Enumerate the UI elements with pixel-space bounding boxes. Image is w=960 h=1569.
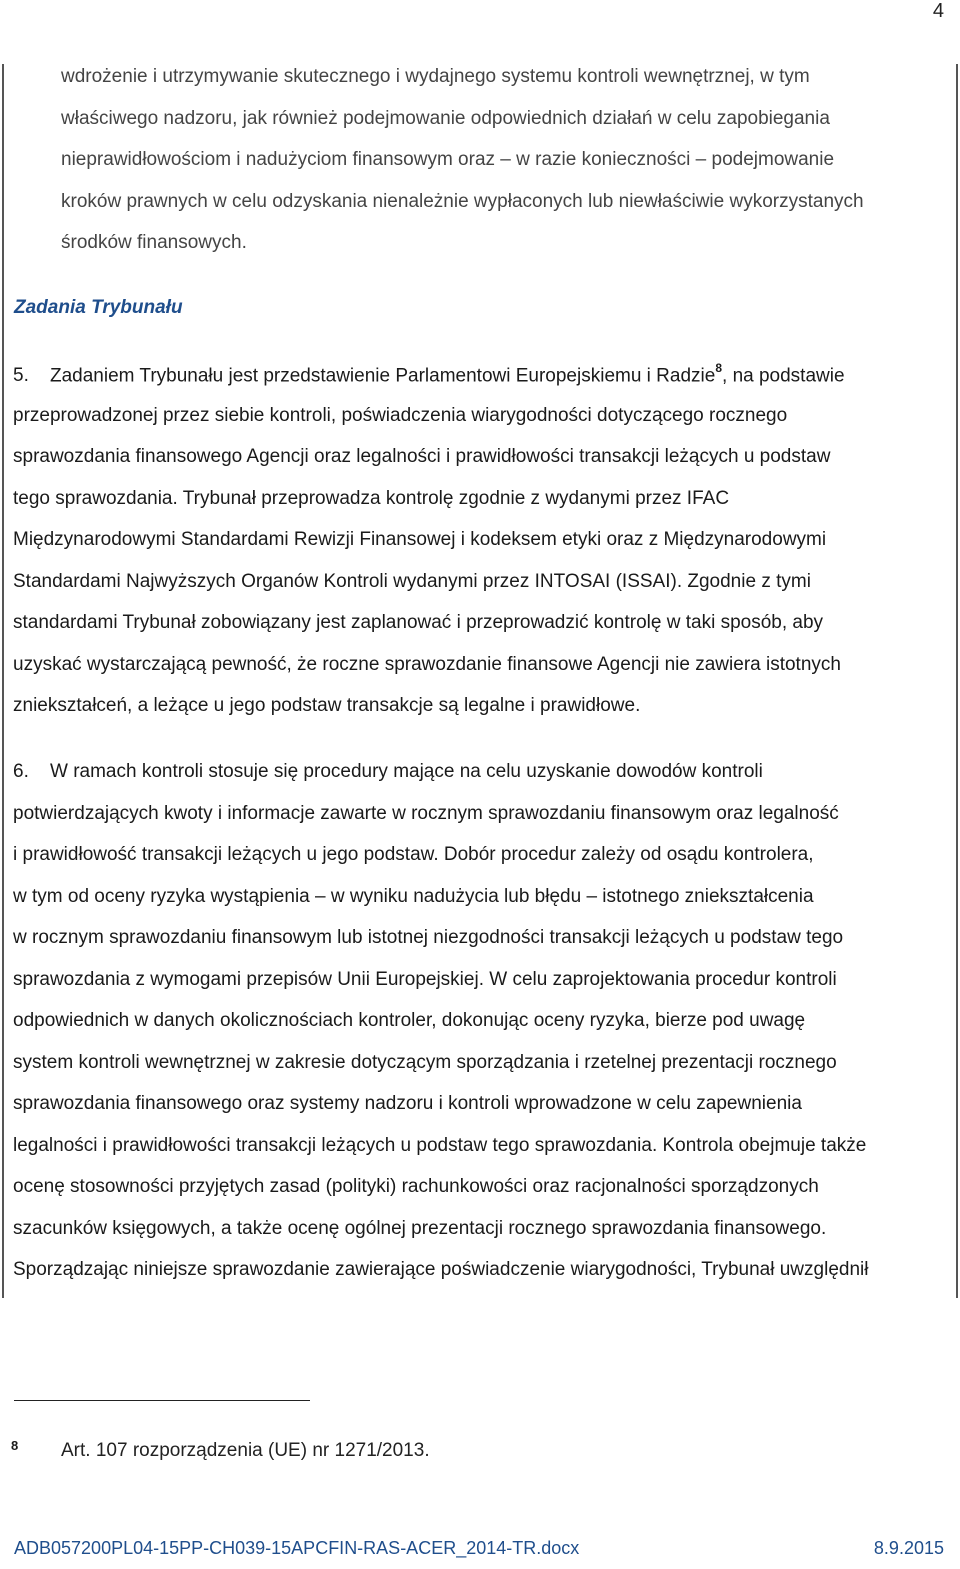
paragraph-line: Standardami Najwyższych Organów Kontroli wydanymi przez INTOSAI (ISSAI). Zgodnie z tymi: [13, 571, 811, 592]
paragraph-line: sprawozdania finansowego oraz systemy nadzoru i kontroli wprowadzone w celu zapewnienia: [13, 1093, 802, 1114]
paragraph-line: potwierdzających kwoty i informacje zawarte w rocznym sprawozdaniu finansowym oraz legalność: [13, 803, 839, 824]
footnote-reference[interactable]: 8: [715, 361, 723, 375]
paragraph-line: szacunków księgowych, a także ocenę ogólnej prezentacji rocznego sprawozdania finansowego.: [13, 1218, 827, 1239]
paragraph-line: system kontroli wewnętrznej w zakresie dotyczącym sporządzania i rzetelnej prezentacji rocznego: [13, 1052, 837, 1073]
intro-line: wdrożenie i utrzymywanie skutecznego i wydajnego systemu kontroli wewnętrznej, w tym: [61, 66, 810, 87]
footnote-marker: 8: [11, 1438, 19, 1453]
paragraph-line: sprawozdania z wymogami przepisów Unii Europejskiej. W celu zaprojektowania procedur kontroli: [13, 969, 837, 990]
footnote-text: Art. 107 rozporządzenia (UE) nr 1271/2013.: [61, 1440, 430, 1461]
paragraph-line: przeprowadzonej przez siebie kontroli, poświadczenia wiarygodności dotyczącego rocznego: [13, 405, 788, 426]
paragraph-line: ocenę stosowności przyjętych zasad (polityki) rachunkowości oraz racjonalności sporządzonych: [13, 1176, 819, 1197]
paragraph-text: , na podstawie: [722, 365, 845, 387]
intro-line: środków finansowych.: [61, 232, 247, 253]
paragraph-line: Międzynarodowymi Standardami Rewizji Finansowej i kodeksem etyki oraz z Międzynarodowymi: [13, 529, 827, 550]
paragraph-text: Zadaniem Trybunału jest przedstawienie Parlamentowi Europejskiemu i Radzie: [50, 365, 716, 387]
footer-document-id: ADB057200PL04-15PP-CH039-15APCFIN-RAS-ACER_2014-TR.docx: [14, 1538, 580, 1558]
page-number: 4: [932, 0, 944, 22]
footer-date: 8.9.2015: [873, 1538, 944, 1558]
paragraph-line: i prawidłowość transakcji leżących u jego podstaw. Dobór procedur zależy od osądu kontrolera,: [13, 844, 814, 865]
intro-line: kroków prawnych w celu odzyskania nienależnie wypłaconych lub niewłaściwie wykorzystanych: [61, 191, 864, 212]
intro-line: właściwego nadzoru, jak również podejmowanie odpowiednich działań w celu zapobiegania: [61, 108, 830, 129]
footnote-separator: [14, 1400, 310, 1401]
paragraph-line: Sporządzając niniejsze sprawozdanie zawierające poświadczenie wiarygodności, Trybunał uwzględnił: [13, 1259, 869, 1280]
paragraph-line: tego sprawozdania. Trybunał przeprowadza kontrolę zgodnie z wydanymi przez IFAC: [13, 488, 730, 509]
paragraph-line: zniekształceń, a leżące u jego podstaw transakcje są legalne i prawidłowe.: [13, 695, 641, 716]
paragraph-first-line: [13, 761, 763, 783]
paragraph-number: 6.: [13, 761, 29, 782]
paragraph-line: legalności i prawidłowości transakcji leżących u podstaw tego sprawozdania. Kontrola obejmuje także: [13, 1135, 867, 1156]
paragraph-first-line: [13, 363, 845, 387]
paragraph-line: standardami Trybunał zobowiązany jest zaplanować i przeprowadzić kontrolę w taki sposób, aby: [13, 612, 824, 633]
paragraph-number: 5.: [13, 365, 29, 387]
intro-line: nieprawidłowościom i nadużyciom finansowym oraz – w razie konieczności – podejmowanie: [61, 149, 835, 170]
paragraph-text: W ramach kontroli stosuje się procedury mające na celu uzyskanie dowodów kontroli: [50, 761, 763, 782]
paragraph-line: w tym od oceny ryzyka wystąpienia – w wyniku nadużycia lub błędu – istotnego zniekształcenia: [13, 886, 814, 907]
right-margin-rule: [956, 64, 958, 1298]
paragraph-line: odpowiednich w danych okolicznościach kontroler, dokonując oceny ryzyka, bierze pod uwagę: [13, 1010, 806, 1031]
section-heading: Zadania Trybunału: [14, 297, 183, 318]
paragraph-line: w rocznym sprawozdaniu finansowym lub istotnej niezgodności transakcji leżących u podstaw tego: [13, 927, 844, 948]
paragraph-line: uzyskać wystarczającą pewność, że roczne sprawozdanie finansowe Agencji nie zawiera istotnych: [13, 654, 841, 675]
left-margin-rule: [2, 64, 4, 1298]
paragraph-line: sprawozdania finansowego Agencji oraz legalności i prawidłowości transakcji leżących u podstaw: [13, 446, 831, 467]
